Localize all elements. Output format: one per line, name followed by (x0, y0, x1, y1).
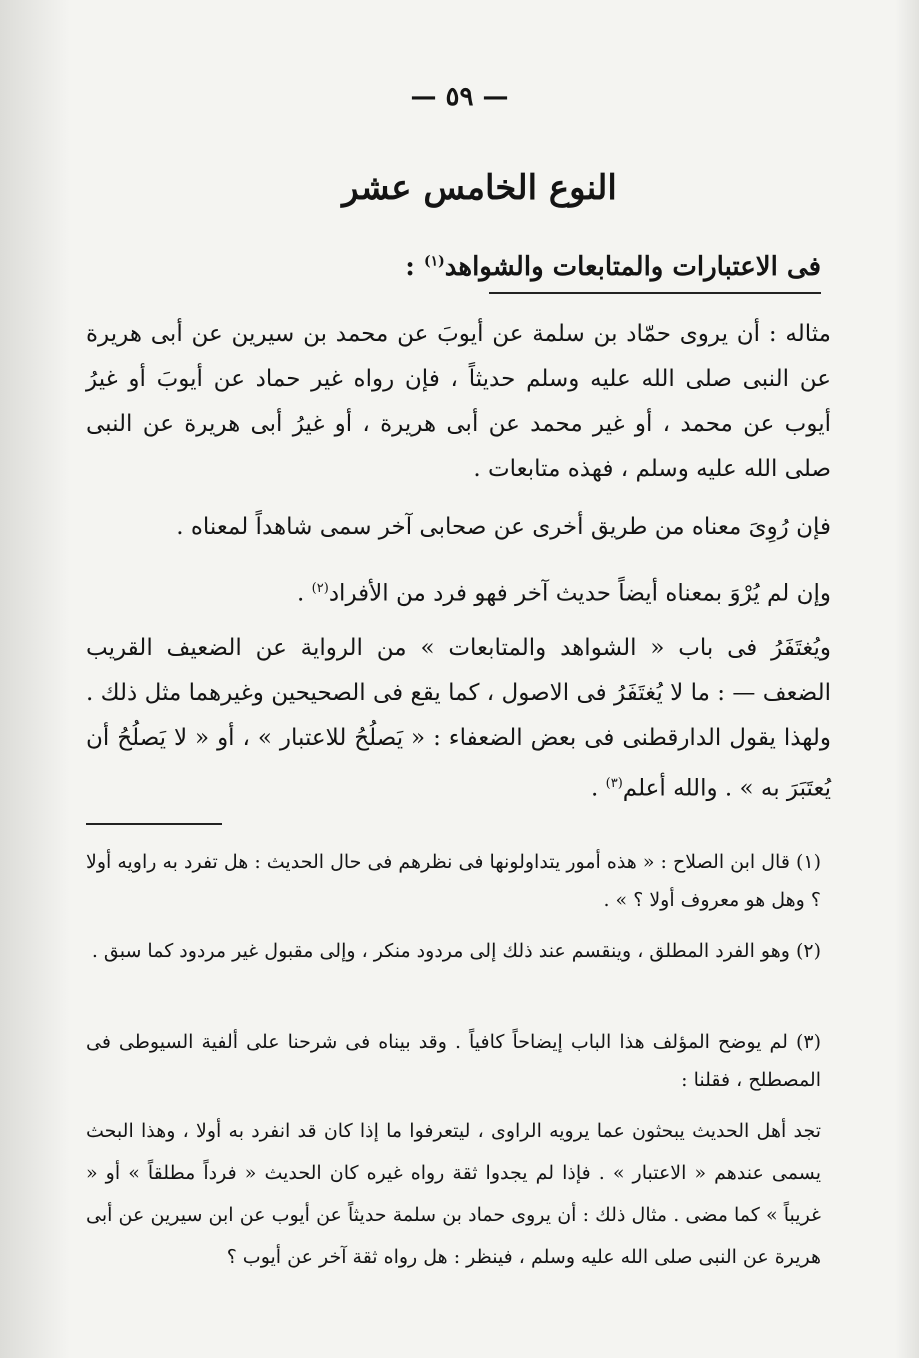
paragraph-fard-text: وإن لم يُرْوَ بمعناه أيضاً حديث آخر فهو فرد من الأفراد (328, 580, 831, 607)
paragraph-tolerance-end: . (591, 775, 606, 802)
footnote-3-continuation: تجد أهل الحديث يبحثون عما يرويه الراوى ، ليتعرفوا ما إذا كان قد انفرد به أولا ، وهذا البحث يسمى عندهم « الاعتبار » . فإذا لم يجدوا ثقة رواه غيره كان الحديث « فرداً مطلقاً » أو « غريباً » كما مضى . مثال ذلك : أن يروى حماد بن سلمة حديثاً عن أيوب عن ابن سيرين عن أبى هريرة عن النبى صلى الله عليه وسلم ، فينظر : هل رواه ثقة آخر عن أيوب ؟ (86, 1120, 821, 1268)
subtitle-colon: : (405, 252, 424, 282)
paragraph-fard (86, 566, 831, 617)
footnote-1: (١) قال ابن الصلاح : « هذه أمور يتداولونها فى نظرهم فى حال الحديث : هل تفرد به راويه أولا ؟ وهل هو معروف أولا ؟ » . (86, 851, 821, 911)
footnote-2: (٢) وهو الفرد المطلق ، وينقسم عند ذلك إلى مردود منكر ، وإلى مقبول غير مردود كما سبق . (91, 940, 821, 962)
footnote-marker-2: (٢) (311, 581, 329, 596)
paragraph-tolerance (86, 626, 831, 812)
subtitle-text: فى الاعتبارات والمتابعات والشواهد (444, 252, 821, 282)
paragraph-tolerance-text: ويُغتَفَرُ فى باب « الشواهد والمتابعات » من الرواية عن الضعيف القريب الضعف — : ما لا يُغتَفَرُ فى الاصول ، كما يقع فى الصحيحين وغيرهما مثل ذلك . ولهذا يقول الدارقطنى فى بعض الضعفاء : « يَصلُحُ للاعتبار » ، أو « لا يَصلُحُ أن يُعتَبَرَ به » . والله أعلم (86, 635, 831, 802)
subtitle (405, 252, 821, 282)
footnote-marker-1: (١) (423, 253, 445, 270)
footnote-3: (٣) لم يوضح المؤلف هذا الباب إيضاحاً كافياً . وقد بيناه فى شرحنا على ألفية السيوطى فى المصطلح ، فقلنا : (86, 1031, 821, 1091)
subtitle-underline (489, 292, 821, 294)
footnotes-separator (86, 823, 222, 825)
footnote-marker-3: (٣) (605, 776, 623, 791)
paragraph-fard-end: . (297, 580, 312, 607)
paragraph-example: مثاله : أن يروى حمّاد بن سلمة عن أيوبَ عن محمد بن سيرين عن أبى هريرة عن النبى صلى الله عليه وسلم حديثاً ، فإن رواه غير حماد عن أيوبَ أو غيرُ أيوب عن محمد ، أو غير محمد عن أبى هريرة ، أو غيرُ أبى هريرة عن النبى صلى الله عليه وسلم ، فهذه متابعات . (86, 321, 831, 482)
section-title: النوع الخامس عشر (342, 168, 617, 208)
page-number: — ٥٩ — (410, 82, 509, 112)
paragraph-shahid: فإن رُوِىَ معناه من طريق أخرى عن صحابى آخر سمى شاهداً لمعناه . (176, 514, 831, 540)
